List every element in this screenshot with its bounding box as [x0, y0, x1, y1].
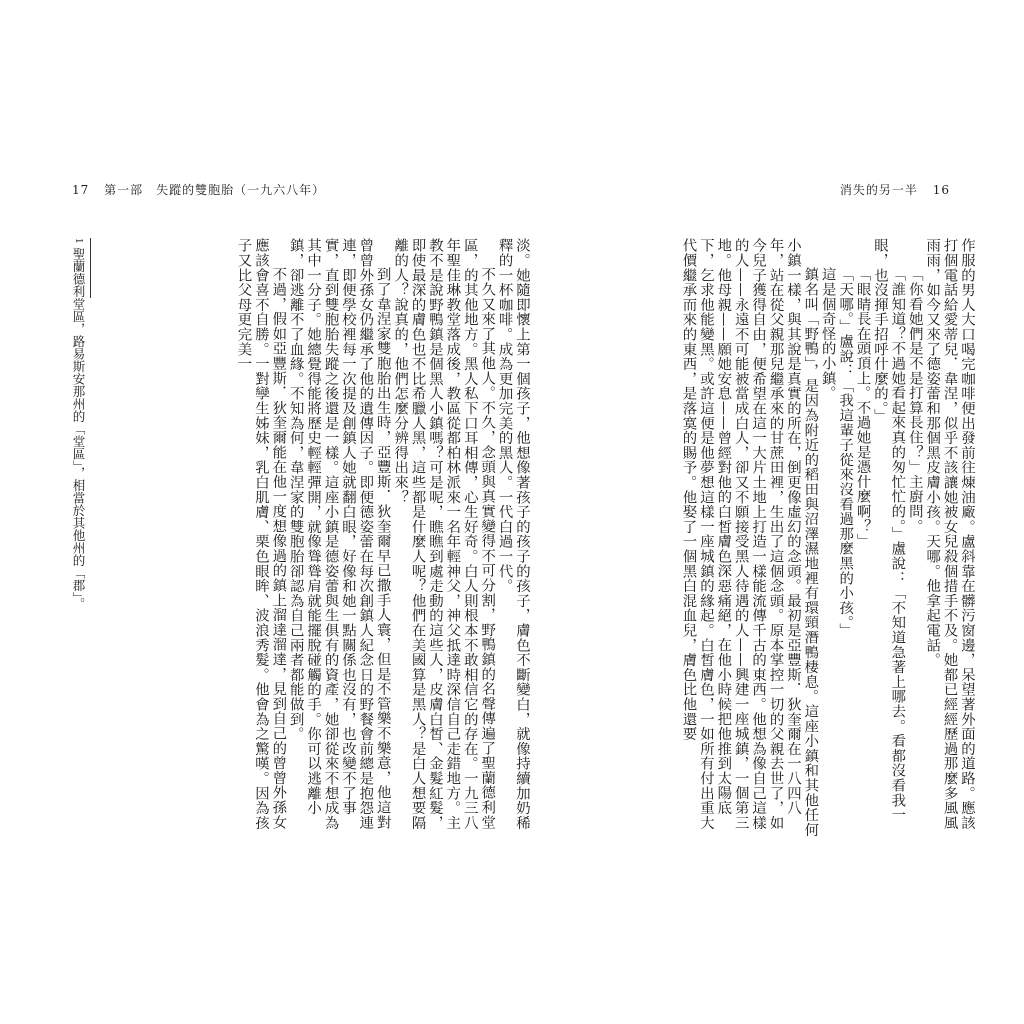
paragraph: 「天哪。」盧說：「我這輩子從來沒看過那麼黑的小孩。」	[837, 266, 854, 638]
paragraph: 淡。她隨即懷上第一個孩子，他想像著孩子的孩子的孩子，膚色不斷變白，就像持續加奶稀釋的一杯咖啡。成為更加完美的黑人。一代白過一代。	[496, 238, 530, 830]
left-page-header	[62, 181, 325, 198]
left-page-number: 17	[72, 183, 90, 197]
right-page-running-title: 消失的另一半	[839, 183, 918, 197]
right-page-number: 16	[932, 183, 950, 197]
left-page-running-title: 第一部 失蹤的雙胞胎（一九六八年）	[104, 183, 326, 197]
paragraph: 「誰知道？不過她看起來真的匆忙忙的。」盧說：「不知道急著上哪去。看都沒看我一眼，也沒揮手招呼什麼的。」	[871, 238, 906, 822]
footnote-text: 聖蘭德利堂區，路易斯安那州的「堂區」，相當於其他州的「郡」。	[71, 247, 86, 611]
paragraph: 到了韋涅家雙胞胎出生時，亞豐斯．狄奎爾早已撒手人寰，但是不管樂不樂意，他這對曾曾外孫女仍繼承了他的遺傳因子。即便德姿蕾在每次創鎮人紀念日的野餐會前總是抱怨連連，即便學校裡每一次提及創鎮人她就翻白眼，好像和她一點關係也沒有，也改變不了事實，直到雙胞胎失蹤之後還是一樣。這座小鎮是德姿蕾與生俱有的資產，她卻從來不想成為其中一分子。她總覺得能將歷史輕輕彈開，就像聳聳肩就能擺脫碰觸的手。你可以逃離小鎮，卻逃離不了血緣。不知為何，韋涅家的雙胞胎卻認為自己兩者都能做到。	[287, 238, 391, 830]
paragraph: 不久又來了其他人。不久，念頭與真實變得不可分割，野鴨鎮的名聲傳遍了聖蘭德利堂區，的其他地方。黑人私下口耳相傳，心生好奇。白人則根本不敢相信它的存在。一九三八年聖佳琳教堂落成後，教區從都柏林派來一名年輕神父，神父抵達時深信自己走錯地方。主教不是說野鴨鎮是個黑人小鎮嗎？可是呢，瞧瞧到處走動的這些人，皮膚白皙、金髮紅髮，即使最深的膚色也不比希臘人黑，這些都是什麼人呢？他們在美國算是黑人？是白人想要隔離的人？說真的，他們怎麼分辨得出來？	[392, 238, 496, 830]
paragraph: 這是個奇怪的小鎮。	[819, 266, 836, 400]
paragraph: 作服的男人大口喝完咖啡便出發前往煉油廠。盧斜靠在髒污窗邊，呆望著外面的道路。應該打個電話給愛蒂兒．韋涅，似乎不該讓她被女兒殺個措手不及。她都已經經歷過那麼多風風雨雨，如今又來了德姿蕾和那個黑皮膚小孩。天哪。他拿起電話。	[924, 238, 975, 830]
paragraph: 「你看她們是不是打算長住？」主廚問。	[906, 266, 923, 534]
footnote-divider	[90, 238, 91, 298]
right-page-header	[840, 181, 960, 198]
right-page-body	[580, 238, 975, 838]
footnote-number: 1	[73, 238, 83, 244]
left-page-body	[110, 238, 530, 838]
paragraph: 鎮名叫「野鴨」，是因為附近的稻田與沼澤濕地裡有環頸潛鴨棲息。這座小鎮和其他任何小鎮一樣，與其說是真實的所在，倒更像虛幻的念頭。最初是亞豐斯．狄奎爾在一八四八年，站在從父親那兒繼承來的甘蔗田裡，生出了這個念頭。原本掌控一切的父親去世了，如今兒子獲得自由，便希望在這一大片土地上打造一樣能流傳千古的東西。他想為像自己這樣的人——永遠不可能被當成白人，卻又不願接受黑人待遇的人——興建一座城鎮，一個第三地。他母親——願她安息——曾經對他的白皙膚色深惡痛絕，在他小時候把他推到太陽底下，乞求他能變黑。或許這便是他夢想這樣一座城鎮的緣起。白皙膚色，一如所有付出重大代價繼承而來的東西，是落寞的賜予。他娶了一個黑白混血兒，膚色比他還要	[680, 238, 819, 837]
footnote	[60, 238, 86, 838]
paragraph: 不過，假如亞豐斯．狄奎爾能在他一度想像過的鎮上溜達溜達，見到自己的曾曾外孫女應該會喜不自勝。一對孿生姊妹，乳白肌膚、栗色眼眸、波浪秀髮。他會為之驚嘆。因為孩子又比父母更完美一	[235, 238, 287, 830]
paragraph: 「眼睛長在頭頂上。不過她是憑什麼啊？」	[854, 266, 871, 548]
